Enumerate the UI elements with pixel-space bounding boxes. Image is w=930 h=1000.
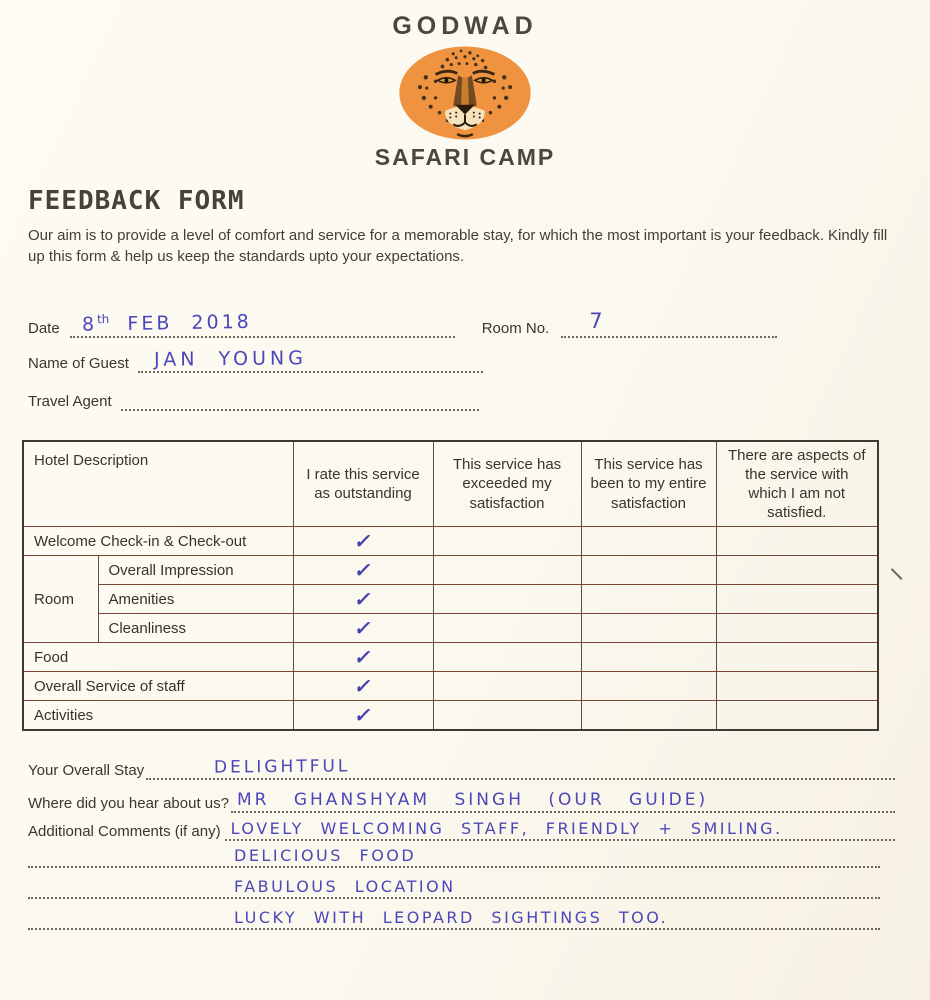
room-no-line bbox=[561, 305, 777, 338]
rating-cell bbox=[581, 527, 716, 556]
check-mark: ✓ bbox=[352, 588, 374, 611]
table-row-food bbox=[23, 643, 878, 672]
overall-stay-label: Your Overall Stay bbox=[28, 761, 145, 779]
rating-cell bbox=[433, 643, 581, 672]
rating-cell bbox=[293, 614, 433, 643]
travel-agent-line bbox=[121, 377, 479, 411]
additional-comments-line bbox=[225, 813, 895, 841]
hear-about-row bbox=[28, 780, 895, 813]
check-mark: ✓ bbox=[352, 617, 374, 640]
logo-subtitle: SAFARI CAMP bbox=[374, 144, 556, 170]
guest-name-row bbox=[28, 340, 930, 373]
rating-cell bbox=[581, 672, 716, 701]
check-mark: ✓ bbox=[352, 530, 374, 553]
rating-cell bbox=[716, 614, 878, 643]
rating-cell bbox=[581, 643, 716, 672]
header-outstanding: I rate this service as outstanding bbox=[293, 441, 433, 527]
rating-cell bbox=[716, 643, 878, 672]
rating-cell bbox=[293, 585, 433, 614]
rating-cell bbox=[433, 585, 581, 614]
comment-line bbox=[28, 841, 880, 868]
stray-pen-mark bbox=[890, 568, 902, 580]
row-label: Activities bbox=[23, 701, 293, 730]
page-title: FEEDBACK FORM bbox=[28, 186, 245, 216]
rating-cell bbox=[581, 701, 716, 730]
additional-comments-row bbox=[28, 813, 895, 841]
rating-cell bbox=[581, 585, 716, 614]
rating-cell bbox=[716, 701, 878, 730]
rating-cell bbox=[716, 556, 878, 585]
travel-agent-row bbox=[28, 377, 930, 411]
ratings-table bbox=[22, 440, 879, 731]
date-line bbox=[70, 305, 455, 338]
intro-text: Our aim is to provide a level of comfort and service for a memorable stay, for which the most important is your feedback. Kindly fill up this form & help us keep the standards upto your expectations. bbox=[28, 227, 888, 266]
overall-stay-line bbox=[146, 747, 895, 780]
check-mark: ✓ bbox=[352, 704, 374, 727]
guest-name-line bbox=[138, 340, 483, 373]
rating-cell bbox=[716, 527, 878, 556]
table-header-row bbox=[23, 441, 878, 527]
rating-cell bbox=[293, 643, 433, 672]
table-row-overall-impression bbox=[23, 556, 878, 585]
rating-cell bbox=[581, 614, 716, 643]
header-not-satisfied: There are aspects of the service with which I am not satisfied. bbox=[716, 441, 878, 527]
row-label: Overall Service of staff bbox=[23, 672, 293, 701]
comment-line bbox=[28, 868, 880, 899]
header-exceeded: This service has exceeded my satisfaction bbox=[433, 441, 581, 527]
table-row-cleanliness bbox=[23, 614, 878, 643]
comment-value: LUCKY WITH LEOPARD SIGHTINGS TOO. bbox=[234, 907, 669, 927]
header-hotel-description: Hotel Description bbox=[23, 441, 293, 527]
date-value: 8th FEB 2018 bbox=[81, 311, 252, 337]
travel-agent-label: Travel Agent bbox=[28, 392, 112, 410]
logo-title: GODWAD bbox=[392, 12, 538, 40]
rating-cell bbox=[293, 672, 433, 701]
date-label: Date bbox=[28, 319, 60, 337]
room-no-value: 7 bbox=[589, 308, 606, 333]
comments-section bbox=[28, 747, 895, 841]
room-no-label: Room No. bbox=[481, 319, 550, 337]
rating-cell bbox=[433, 614, 581, 643]
row-label: Food bbox=[23, 643, 293, 672]
room-group-label: Room bbox=[23, 556, 98, 643]
extra-comment-lines bbox=[28, 841, 880, 930]
rating-cell bbox=[433, 556, 581, 585]
guest-name-label: Name of Guest bbox=[28, 354, 129, 372]
table-row-service-of-staff bbox=[23, 672, 878, 701]
rating-cell bbox=[433, 527, 581, 556]
hear-about-value: MR GHANSHYAM SINGH (OUR GUIDE) bbox=[236, 789, 709, 810]
guest-name-value: JAN YOUNG bbox=[153, 346, 307, 371]
rating-cell bbox=[293, 701, 433, 730]
check-mark: ✓ bbox=[352, 675, 374, 698]
row-label: Overall Impression bbox=[98, 556, 293, 585]
comment-value: FABULOUS LOCATION bbox=[234, 876, 456, 896]
comment-line bbox=[28, 899, 880, 930]
comment-value: DELICIOUS FOOD bbox=[234, 845, 417, 865]
table-row-welcome bbox=[23, 527, 878, 556]
rating-cell bbox=[293, 527, 433, 556]
additional-comments-label: Additional Comments (if any) bbox=[28, 822, 221, 840]
rating-cell bbox=[716, 672, 878, 701]
check-mark: ✓ bbox=[352, 646, 374, 669]
rating-cell bbox=[716, 585, 878, 614]
rating-cell bbox=[581, 556, 716, 585]
table-row-amenities bbox=[23, 585, 878, 614]
hear-about-label: Where did you hear about us? bbox=[28, 794, 229, 812]
overall-stay-value: DELIGHTFUL bbox=[214, 756, 351, 778]
rating-cell bbox=[433, 701, 581, 730]
row-label: Welcome Check-in & Check-out bbox=[23, 527, 293, 556]
rating-cell bbox=[433, 672, 581, 701]
header-entire-satisfaction: This service has been to my entire satisfaction bbox=[581, 441, 716, 527]
row-label: Amenities bbox=[98, 585, 293, 614]
additional-comments-value: LOVELY WELCOMING STAFF, FRIENDLY + SMILING. bbox=[230, 818, 783, 838]
hear-about-line bbox=[231, 780, 895, 813]
guest-info-section bbox=[28, 305, 930, 411]
row-label: Cleanliness bbox=[98, 614, 293, 643]
rating-cell bbox=[293, 556, 433, 585]
logo bbox=[0, 0, 930, 171]
leopard-face-icon bbox=[396, 44, 534, 142]
overall-stay-row bbox=[28, 747, 895, 780]
date-room-row bbox=[28, 305, 930, 338]
table-row-activities bbox=[23, 701, 878, 730]
check-mark: ✓ bbox=[352, 559, 374, 582]
